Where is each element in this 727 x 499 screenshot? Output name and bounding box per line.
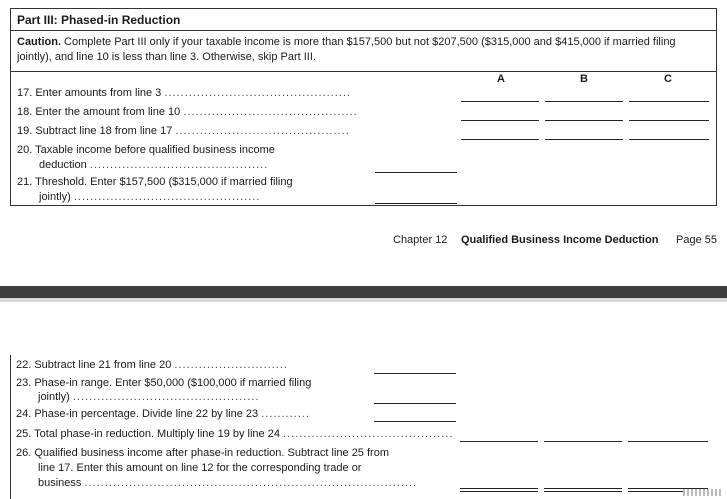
line-24-field[interactable] (374, 421, 456, 422)
line-24 (16, 407, 310, 422)
line-26-label-cont: line 17. Enter this amount on line 12 for the corresponding trade or (38, 462, 362, 474)
line-23-field[interactable] (374, 403, 456, 404)
line-21-leader: .............................................. (73, 191, 261, 203)
caution-text: Complete Part III only if your taxable income is more than $157,500 but not $207,500 ($315,000 and $415,000 if married filing jointly), and line 10 is less than line 3. Otherwise, skip Part III. (17, 36, 676, 63)
line-17-col-a-field[interactable] (461, 101, 539, 102)
line-25-col-c-field[interactable] (628, 441, 708, 442)
line-26-label-cont2: business (38, 477, 82, 489)
line-22 (16, 358, 288, 373)
line-25-label: 25. Total phase-in reduction. Multiply line 19 by line 24 (16, 428, 280, 440)
footer-page: Page 55 (676, 234, 717, 246)
line-25 (16, 427, 453, 442)
line-18-col-c-field[interactable] (629, 120, 709, 121)
line-19-col-a-field[interactable] (461, 139, 539, 140)
line-23-label-cont: jointly) (38, 391, 70, 403)
page-divider (0, 286, 727, 298)
line-21-label-cont: jointly) (39, 191, 71, 203)
line-20-label-cont: deduction (39, 159, 87, 171)
line-25-leader: .......................................... (283, 428, 454, 440)
line-20-label: 20. Taxable income before qualified business income (17, 144, 275, 156)
column-a-header: A (497, 73, 505, 85)
line-19-leader: ........................................... (175, 125, 350, 137)
line-19-col-b-field[interactable] (545, 139, 623, 140)
caution-note (11, 31, 716, 72)
line-22-leader: ............................ (174, 359, 288, 371)
line-17-col-b-field[interactable] (545, 101, 623, 102)
line-24-label: 24. Phase-in percentage. Divide line 22 by line 23 (16, 408, 259, 420)
line-26-label: 26. Qualified business income after phase-in reduction. Subtract line 25 from (16, 447, 389, 459)
line-21-label: 21. Threshold. Enter $157,500 ($315,000 if married filing (17, 176, 293, 188)
line-19-label: 19. Subtract line 18 from line 17 (17, 125, 173, 137)
line-20-field[interactable] (375, 172, 457, 173)
line-25-col-b-field[interactable] (544, 441, 622, 442)
line-17 (17, 86, 351, 101)
footer-title (461, 234, 658, 246)
line-18-col-a-field[interactable] (461, 120, 539, 121)
line-20-cont (39, 158, 268, 173)
line-24-leader: ............ (261, 408, 310, 420)
line-17-leader: .............................................. (164, 87, 351, 99)
line-23 (16, 376, 311, 391)
line-18-col-b-field[interactable] (545, 120, 623, 121)
line-19 (17, 124, 350, 139)
line-23-leader: .............................................. (72, 391, 260, 403)
line-21-field[interactable] (375, 203, 457, 204)
line-22-field[interactable] (374, 373, 456, 374)
line-21-cont (39, 190, 260, 205)
line-22-label: 22. Subtract line 21 from line 20 (16, 359, 172, 371)
watermark-logo (683, 489, 723, 496)
line-23-label: 23. Phase-in range. Enter $50,000 ($100,000 if married filing (16, 377, 312, 389)
line-20-leader: ............................................ (89, 159, 269, 171)
line-20 (17, 143, 275, 158)
part-iii-form (10, 8, 717, 206)
column-c-header: C (664, 73, 672, 85)
form-left-border (10, 355, 11, 499)
line-18-label: 18. Enter the amount from line 10 (17, 106, 181, 118)
line-18-leader: ........................................... (183, 106, 358, 118)
footer-title-text: Qualified Business Income Deduction (461, 234, 659, 246)
line-26-col-a-field[interactable] (460, 488, 538, 489)
line-26-col-b-field[interactable] (544, 488, 622, 489)
line-25-col-a-field[interactable] (460, 441, 538, 442)
line-26-leader: .................................................................................. (84, 477, 418, 489)
line-26-cont (38, 461, 361, 476)
line-26-col-a-double (460, 491, 538, 492)
part-header: Part III: Phased-in Reduction (11, 9, 716, 31)
line-17-col-c-field[interactable] (629, 101, 709, 102)
line-21 (17, 175, 293, 190)
line-19-col-c-field[interactable] (629, 139, 709, 140)
caution-label: Caution. (17, 36, 61, 48)
line-18 (17, 105, 358, 120)
line-26 (16, 446, 389, 461)
line-26-cont2 (38, 476, 417, 491)
footer-chapter: Chapter 12 (393, 234, 448, 246)
line-26-col-b-double (544, 491, 622, 492)
column-b-header: B (580, 73, 588, 85)
line-23-cont (38, 390, 259, 405)
line-17-label: 17. Enter amounts from line 3 (17, 87, 162, 99)
